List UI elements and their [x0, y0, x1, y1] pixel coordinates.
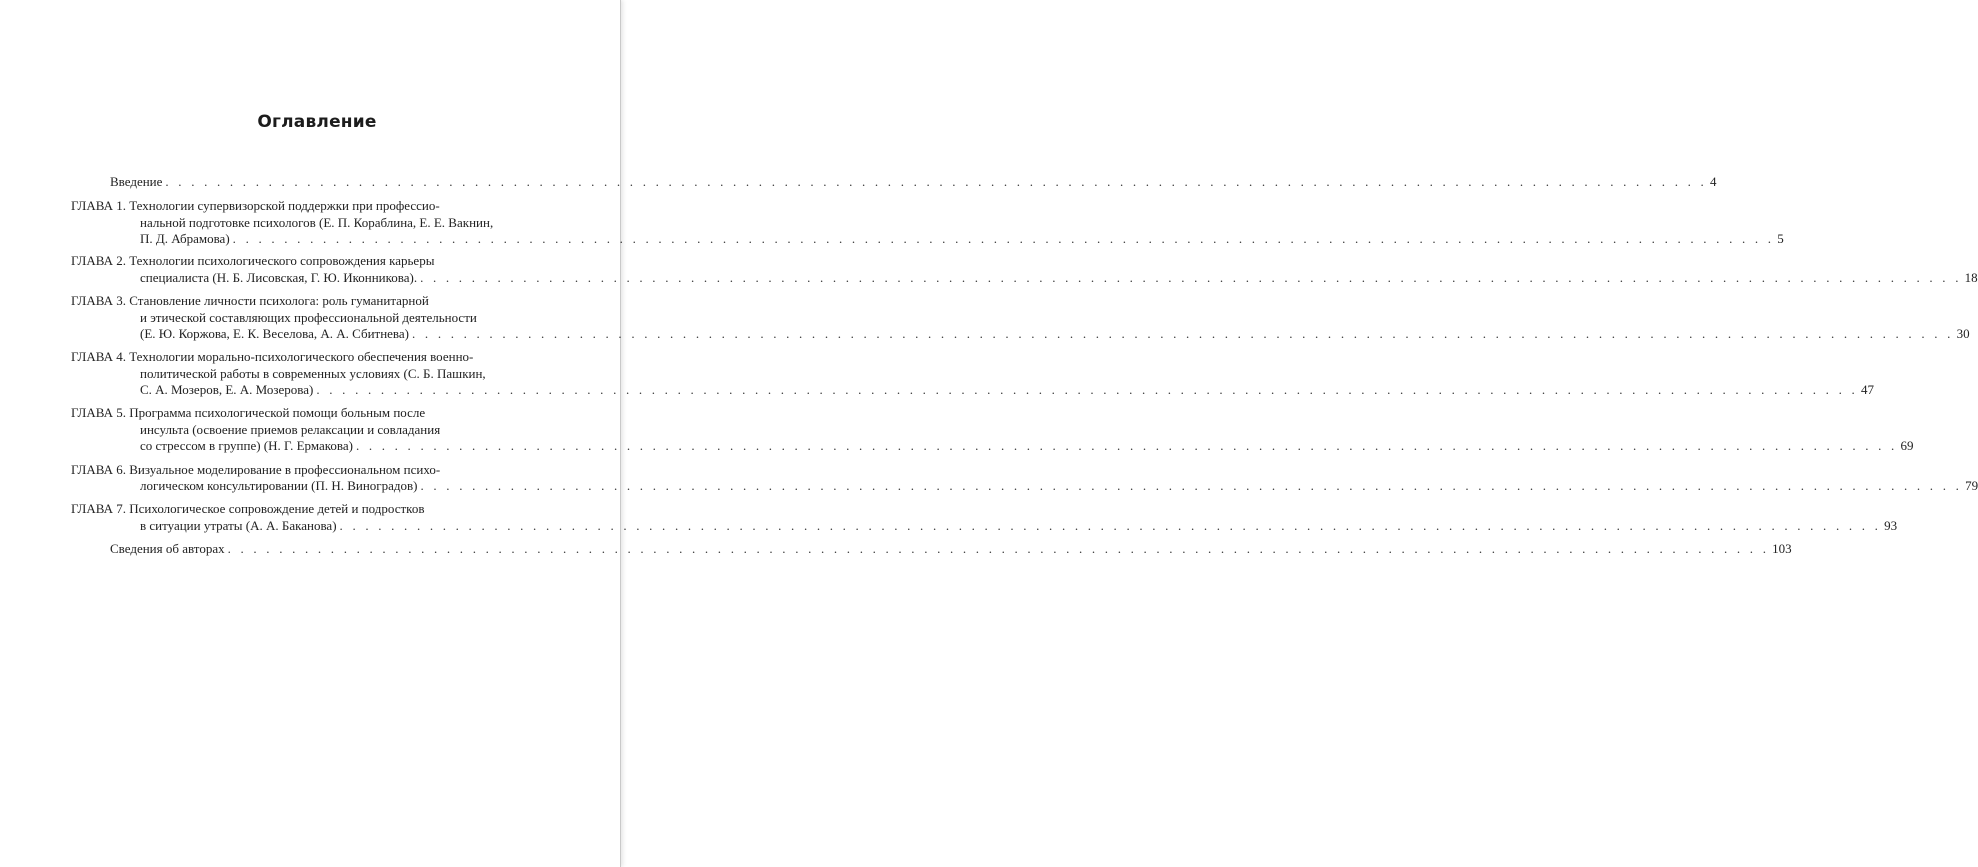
- toc-entry-text: С. А. Мозеров, Е. А. Мозерова): [140, 382, 314, 397]
- toc-entry-text: логическом консультировании (П. Н. Виноградов): [140, 478, 418, 493]
- toc-dot-leader: . . . . . . . . . . . . . . . . . . . . . . . . . . . . . . . . . . . . . . . . . . . . . . . . . . . . . . . . . . . . . . . . . . . . . . . . . . . . . . . . . . . . . . . . . . . . . . . . . . . . . . . . . . . . . . . . . . . . . . . .: [165, 174, 1707, 189]
- toc-entry-chapter-5: [140, 437, 1914, 455]
- toc-entry-text: ГЛАВА 6. Визуальное моделирование в профессиональном психо-: [71, 462, 441, 477]
- toc-entry-text: ГЛАВА 4. Технологии морально-психологического обеспечения военно-: [71, 349, 474, 364]
- toc-dot-leader: . . . . . . . . . . . . . . . . . . . . . . . . . . . . . . . . . . . . . . . . . . . . . . . . . . . . . . . . . . . . . . . . . . . . . . . . . . . . . . . . . . . . . . . . . . . . . . . . . . . . . . . . . . . . . . . . . . . . . . . .: [232, 231, 1775, 246]
- toc-entry-text: П. Д. Абрамова): [140, 231, 230, 246]
- toc-page-number: 18: [1964, 270, 1978, 285]
- toc-entry-chapter-2: [71, 252, 434, 270]
- toc-dot-leader: . . . . . . . . . . . . . . . . . . . . . . . . . . . . . . . . . . . . . . . . . . . . . . . . . . . . . . . . . . . . . . . . . . . . . . . . . . . . . . . . . . . . . . . . . . . . . . . . . . . . . . . . . . . . . . . . . . . . . . . .: [227, 541, 1770, 556]
- toc-entry-text: ГЛАВА 1. Технологии супервизорской поддержки при профессио-: [71, 198, 440, 213]
- toc-page-number: 47: [1860, 382, 1874, 397]
- toc-entry-chapter-3: [140, 325, 1970, 343]
- toc-entry-text: (Е. Ю. Коржова, Е. К. Веселова, А. А. Сбитнева): [140, 326, 410, 341]
- toc-page-number: 69: [1900, 438, 1914, 453]
- toc-dot-leader: . . . . . . . . . . . . . . . . . . . . . . . . . . . . . . . . . . . . . . . . . . . . . . . . . . . . . . . . . . . . . . . . . . . . . . . . . . . . . . . . . . . . . . . . . . . . . . . . . . . . . . . . . . . . . . . . . . . . . . . .: [412, 326, 1954, 341]
- toc-entry-chapter-6: [140, 477, 1978, 495]
- toc-dot-leader: . . . . . . . . . . . . . . . . . . . . . . . . . . . . . . . . . . . . . . . . . . . . . . . . . . . . . . . . . . . . . . . . . . . . . . . . . . . . . . . . . . . . . . . . . . . . . . . . . . . . . . . . . . . . . . . . . . . . . . . .: [420, 270, 1962, 285]
- toc-page-number: 79: [1965, 478, 1978, 493]
- toc-entry-text: ГЛАВА 2. Технологии психологического сопровождения карьеры: [71, 253, 435, 268]
- toc-entry-text: ГЛАВА 3. Становление личности психолога: роль гуманитарной: [71, 293, 429, 308]
- toc-entry-text: ГЛАВА 7. Психологическое сопровождение детей и подростков: [71, 501, 425, 516]
- toc-page-number: 30: [1956, 326, 1970, 341]
- toc-entry-text: в ситуации утраты (А. А. Баканова): [140, 518, 337, 533]
- toc-page-number: 93: [1884, 518, 1898, 533]
- toc-page-number: 103: [1772, 541, 1792, 556]
- toc-entry-text: и этической составляющих профессиональной деятельности: [140, 310, 477, 325]
- toc-entry-text: Сведения об авторах: [110, 541, 225, 556]
- toc-entry-chapter-1: [71, 197, 440, 215]
- toc-dot-leader: . . . . . . . . . . . . . . . . . . . . . . . . . . . . . . . . . . . . . . . . . . . . . . . . . . . . . . . . . . . . . . . . . . . . . . . . . . . . . . . . . . . . . . . . . . . . . . . . . . . . . . . . . . . . . . . . . . . . . . . .: [339, 518, 1882, 533]
- toc-dot-leader: . . . . . . . . . . . . . . . . . . . . . . . . . . . . . . . . . . . . . . . . . . . . . . . . . . . . . . . . . . . . . . . . . . . . . . . . . . . . . . . . . . . . . . . . . . . . . . . . . . . . . . . . . . . . . . . . . . . . . . . .: [316, 382, 1858, 397]
- toc-entry-text: Введение: [110, 174, 163, 189]
- toc-page-number: 5: [1777, 231, 1784, 246]
- toc-dot-leader: . . . . . . . . . . . . . . . . . . . . . . . . . . . . . . . . . . . . . . . . . . . . . . . . . . . . . . . . . . . . . . . . . . . . . . . . . . . . . . . . . . . . . . . . . . . . . . . . . . . . . . . . . . . . . . . . . . . . . . . .: [420, 478, 1963, 493]
- toc-dot-leader: . . . . . . . . . . . . . . . . . . . . . . . . . . . . . . . . . . . . . . . . . . . . . . . . . . . . . . . . . . . . . . . . . . . . . . . . . . . . . . . . . . . . . . . . . . . . . . . . . . . . . . . . . . . . . . . . . . . . . . . .: [355, 438, 1898, 453]
- toc-entry-intro: [110, 173, 1717, 191]
- toc-entry-text: политической работы в современных условиях (С. Б. Пашкин,: [140, 366, 486, 381]
- toc-entry-chapter-4: [140, 381, 1874, 399]
- toc-entry-chapter-5: [71, 404, 425, 422]
- toc-entry-chapter-1: [140, 230, 1784, 248]
- toc-entry-text: инсульта (освоение приемов релаксации и совладания: [140, 422, 441, 437]
- toc-entry-chapter-7: [140, 517, 1898, 535]
- toc-entry-chapter-2: [140, 269, 1978, 287]
- toc-entry-chapter-4: [71, 348, 473, 366]
- toc-entry-chapter-3: [71, 292, 429, 310]
- toc-entry-text: специалиста (Н. Б. Лисовская, Г. Ю. Иконникова).: [140, 270, 418, 285]
- page-title: Оглавление: [257, 112, 377, 132]
- toc-entry-authors: [110, 540, 1792, 558]
- toc-page-number: 4: [1709, 174, 1717, 189]
- toc-entry-text: нальной подготовке психологов (Е. П. Кораблина, Е. Е. Вакнин,: [140, 215, 494, 230]
- toc-entry-text: со стрессом в группе) (Н. Г. Ермакова): [140, 438, 353, 453]
- toc-entry-chapter-7: [71, 500, 424, 518]
- toc-entry-text: ГЛАВА 5. Программа психологической помощи больным после: [71, 405, 426, 420]
